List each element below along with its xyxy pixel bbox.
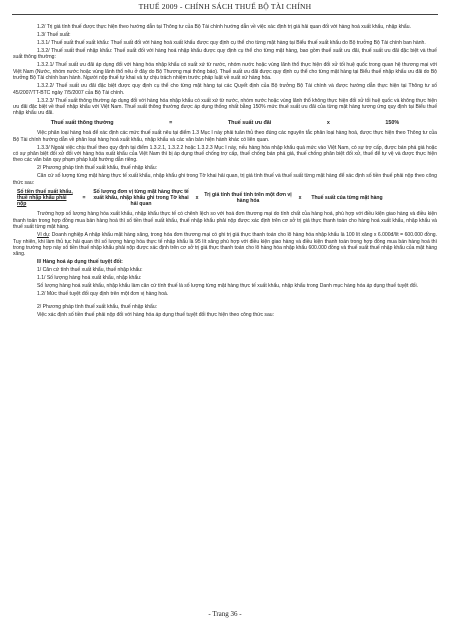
formula-operator: =	[82, 195, 86, 202]
paragraph: 1.2/ Mức thuế tuyệt đối quy định trên một đơn vị hàng hoá.	[37, 291, 169, 298]
paragraph: Trường hợp số lượng hàng hóa xuất khẩu, nhập khẩu thực tế có chênh lệch so với hoá đơn thương mại do tính chất của hàng hoá, phù hợp với điều kiện giao hàng và điều kiện thanh toán trong hợp đồng mua bán hàng hoá thì số tiền thuế xuất khẩu, thuế nhập khẩu phải nộp được xác định trên cơ sở trị giá thực thanh toán cho hàng hoá xuất khẩu, nhập khẩu và thuế suất từng mặt hàng.	[13, 211, 437, 231]
paragraph: 2/ Phương pháp tính thuế xuất khẩu, thuế nhập khẩu:	[37, 303, 158, 310]
formula-operator: x	[298, 195, 302, 202]
paragraph: Việc phân loại hàng hoá để xác định các mức thuế suất nêu tại điểm 1.3 Mục I này phải tuân thủ theo đúng các nguyên tắc phân loại hàng hoá, được thực hiện theo Thông tư của Bộ Tài chính hướng dẫn về phân loại hàng hoá xuất khẩu, nhập khẩu và các văn bản hiện hành khác có liên quan.	[13, 130, 437, 143]
paragraph: 1.3/ Thuế suất:	[37, 32, 71, 38]
paragraph: 1.3.2.1/ Thuế suất ưu đãi áp dụng đối với hàng hóa nhập khẩu có xuất xứ từ nước, nhóm nước hoặc vùng lãnh thổ thực hiện đối xử tối huệ quốc trong quan hệ thương mại với Việt Nam (Nước, nhóm nước hoặc vùng lãnh thổ nêu ở đây do Bộ Thương mại thông báo). Thuế suất ưu đãi được quy định cụ thể cho từng mặt hàng tại Biểu thuế nhập khẩu ưu đãi do Bộ trưởng Bộ Tài chính ban hành. Người nộp thuế tự khai và tự chịu trách nhiệm trước pháp luật về xuất xứ hàng hóa.	[13, 62, 437, 82]
formula-operator: =	[169, 119, 173, 126]
formula-term: 150%	[385, 119, 400, 126]
paragraph: Việc xác định số tiền thuế phải nộp đối với hàng hóa áp dụng thuế tuyệt đối thực hiện theo công thức sau:	[37, 311, 274, 318]
paragraph: 1/ Căn cứ tính thuế xuất khẩu, thuế nhập khẩu:	[37, 267, 143, 274]
page-header: THUẾ 2009 - CHÍNH SÁCH THUẾ BỘ TÀI CHÍNH	[12, 2, 438, 15]
example-paragraph	[13, 232, 437, 258]
document-body	[13, 24, 437, 320]
paragraph: 2/ Phương pháp tính thuế xuất khẩu, thuế nhập khẩu:	[37, 165, 158, 172]
formula-tax-amount	[17, 189, 437, 207]
example-label: Ví dụ	[37, 232, 49, 239]
formula-term: Số tiền thuế xuất khẩu, thuế nhập khẩu phải nộp	[17, 189, 73, 208]
formula-term: Trị giá tính thuế tính trên một đơn vị hàng hóa	[204, 192, 292, 205]
paragraph: 1.3.1/ Thuế suất thuế xuất khẩu: Thuế suất đối với hàng hoá xuất khẩu được quy định cụ thể cho từng mặt hàng tại Biểu thuế xuất khẩu do Bộ trưởng Bộ Tài chính ban hành.	[37, 40, 426, 46]
formula-term: Thuế suất của từng mặt hàng	[311, 195, 383, 202]
paragraph: 1.3.2/ Thuế suất thuế nhập khẩu: Thuế suất đối với hàng hoá nhập khẩu được quy định cụ thể cho từng mặt hàng, bao gồm thuế suất ưu đãi, thuế suất ưu đãi đặc biệt và thuế suất thông thường:	[13, 48, 437, 61]
paragraph: 1.3.2.2/ Thuế suất ưu đãi đặc biệt được quy định cụ thể cho từng mặt hàng tại các Quyết định của Bộ trưởng Bộ Tài chính và được hướng dẫn thực hiện tại Thông tư số 45/2007/TT-BTC ngày 7/5/2007 của Bộ Tài chính.	[13, 83, 437, 96]
paragraph: Số lượng hàng hoá xuất khẩu, nhập khẩu làm căn cứ tính thuế là số lượng từng mặt hàng thực tế xuất khẩu, nhập khẩu trong Danh mục hàng hóa áp dụng thuế tuyệt đối.	[37, 283, 418, 290]
paragraph: 1.3.2.3/ Thuế suất thông thường áp dụng đối với hàng hóa nhập khẩu có xuất xứ từ nước, nhóm nước hoặc vùng lãnh thổ không thực hiện đối xử tối huệ quốc và không thực hiện ưu đãi đặc biệt về thuế nhập khẩu với Việt Nam. Thuế suất thông thường được áp dụng thống nhất bằng 150% mức thuế suất ưu đãi của từng mặt hàng tương ứng quy định tại Biểu thuế nhập khẩu ưu đãi.	[13, 97, 437, 117]
formula-term: Thuế suất thông thường	[50, 119, 114, 126]
formula-term: Số lượng đơn vị từng mặt hàng thực tế xuất khẩu, nhập khẩu ghi trong Tờ khai hải quan	[93, 189, 189, 208]
paragraph: Căn cứ số lượng từng mặt hàng thực tế xuất khẩu, nhập khẩu ghi trong Tờ khai hải quan, trị giá tính thuế và thuế suất từng mặt hàng để xác định số tiền thuế phải nộp theo công thức sau:	[13, 173, 437, 186]
paragraph: 1.2/ Trị giá tính thuế được thực hiện theo hướng dẫn tại Thông tư của Bộ Tài chính hướng dẫn về việc xác định trị giá hải quan đối với hàng hoá xuất khẩu, nhập khẩu.	[37, 24, 411, 30]
paragraph: 1.1/ Số lượng hàng hoá xuất khẩu, nhập khẩu:	[37, 275, 142, 282]
section-heading: II/ Hàng hoá áp dụng thuế tuyệt đối:	[37, 259, 123, 266]
formula-operator: x	[326, 119, 330, 126]
formula-operator: x	[195, 195, 199, 202]
formula-term: Thuế suất ưu đãi	[227, 119, 272, 126]
page-number: - Trang 36 -	[208, 610, 242, 618]
example-text: : Doanh nghiệp A nhập khẩu mặt hàng xăng, trong hóa đơn thương mại có ghi trị giá thực thanh toán cho lô hàng hóa nhập khẩu là 100 lít xăng x 6.000đ/lít = 600.000 đồng. Tuy nhiên, khi làm thủ tục hải quan thì số lượng hàng hóa thực tế nhập khẩu là 95 lít xăng phù hợp với điều kiện giao hàng và điều kiện thanh toán trong hợp đồng mua bán hàng hoá thì trong trường hợp này số tiền thuế nhập khẩu phải nộp được xác định trên cơ sở trị giá thực thanh toán cho lô hàng hóa nhập khẩu 600.000 đồng và thuế suất thuế nhập khẩu của mặt hàng xăng.	[13, 232, 437, 258]
paragraph: 1.3.3/ Ngoài việc chịu thuế theo quy định tại điểm 1.3.2.1, 1.3.2.2 hoặc 1.3.2.3 Mục I này, nếu hàng hóa nhập khẩu quá mức vào Việt Nam, có sự trợ cấp, được bán phá giá hoặc có sự phân biệt đối xử đối với hàng hóa xuất khẩu của Việt Nam thì bị áp dụng thuế chống trợ cấp, thuế chống bán phá giá, thuế chống phân biệt đối xử, thuế để tự vệ và được thực hiện theo các văn bản quy phạm pháp luật hướng dẫn riêng.	[13, 144, 437, 164]
formula-ordinary-rate	[13, 120, 437, 126]
